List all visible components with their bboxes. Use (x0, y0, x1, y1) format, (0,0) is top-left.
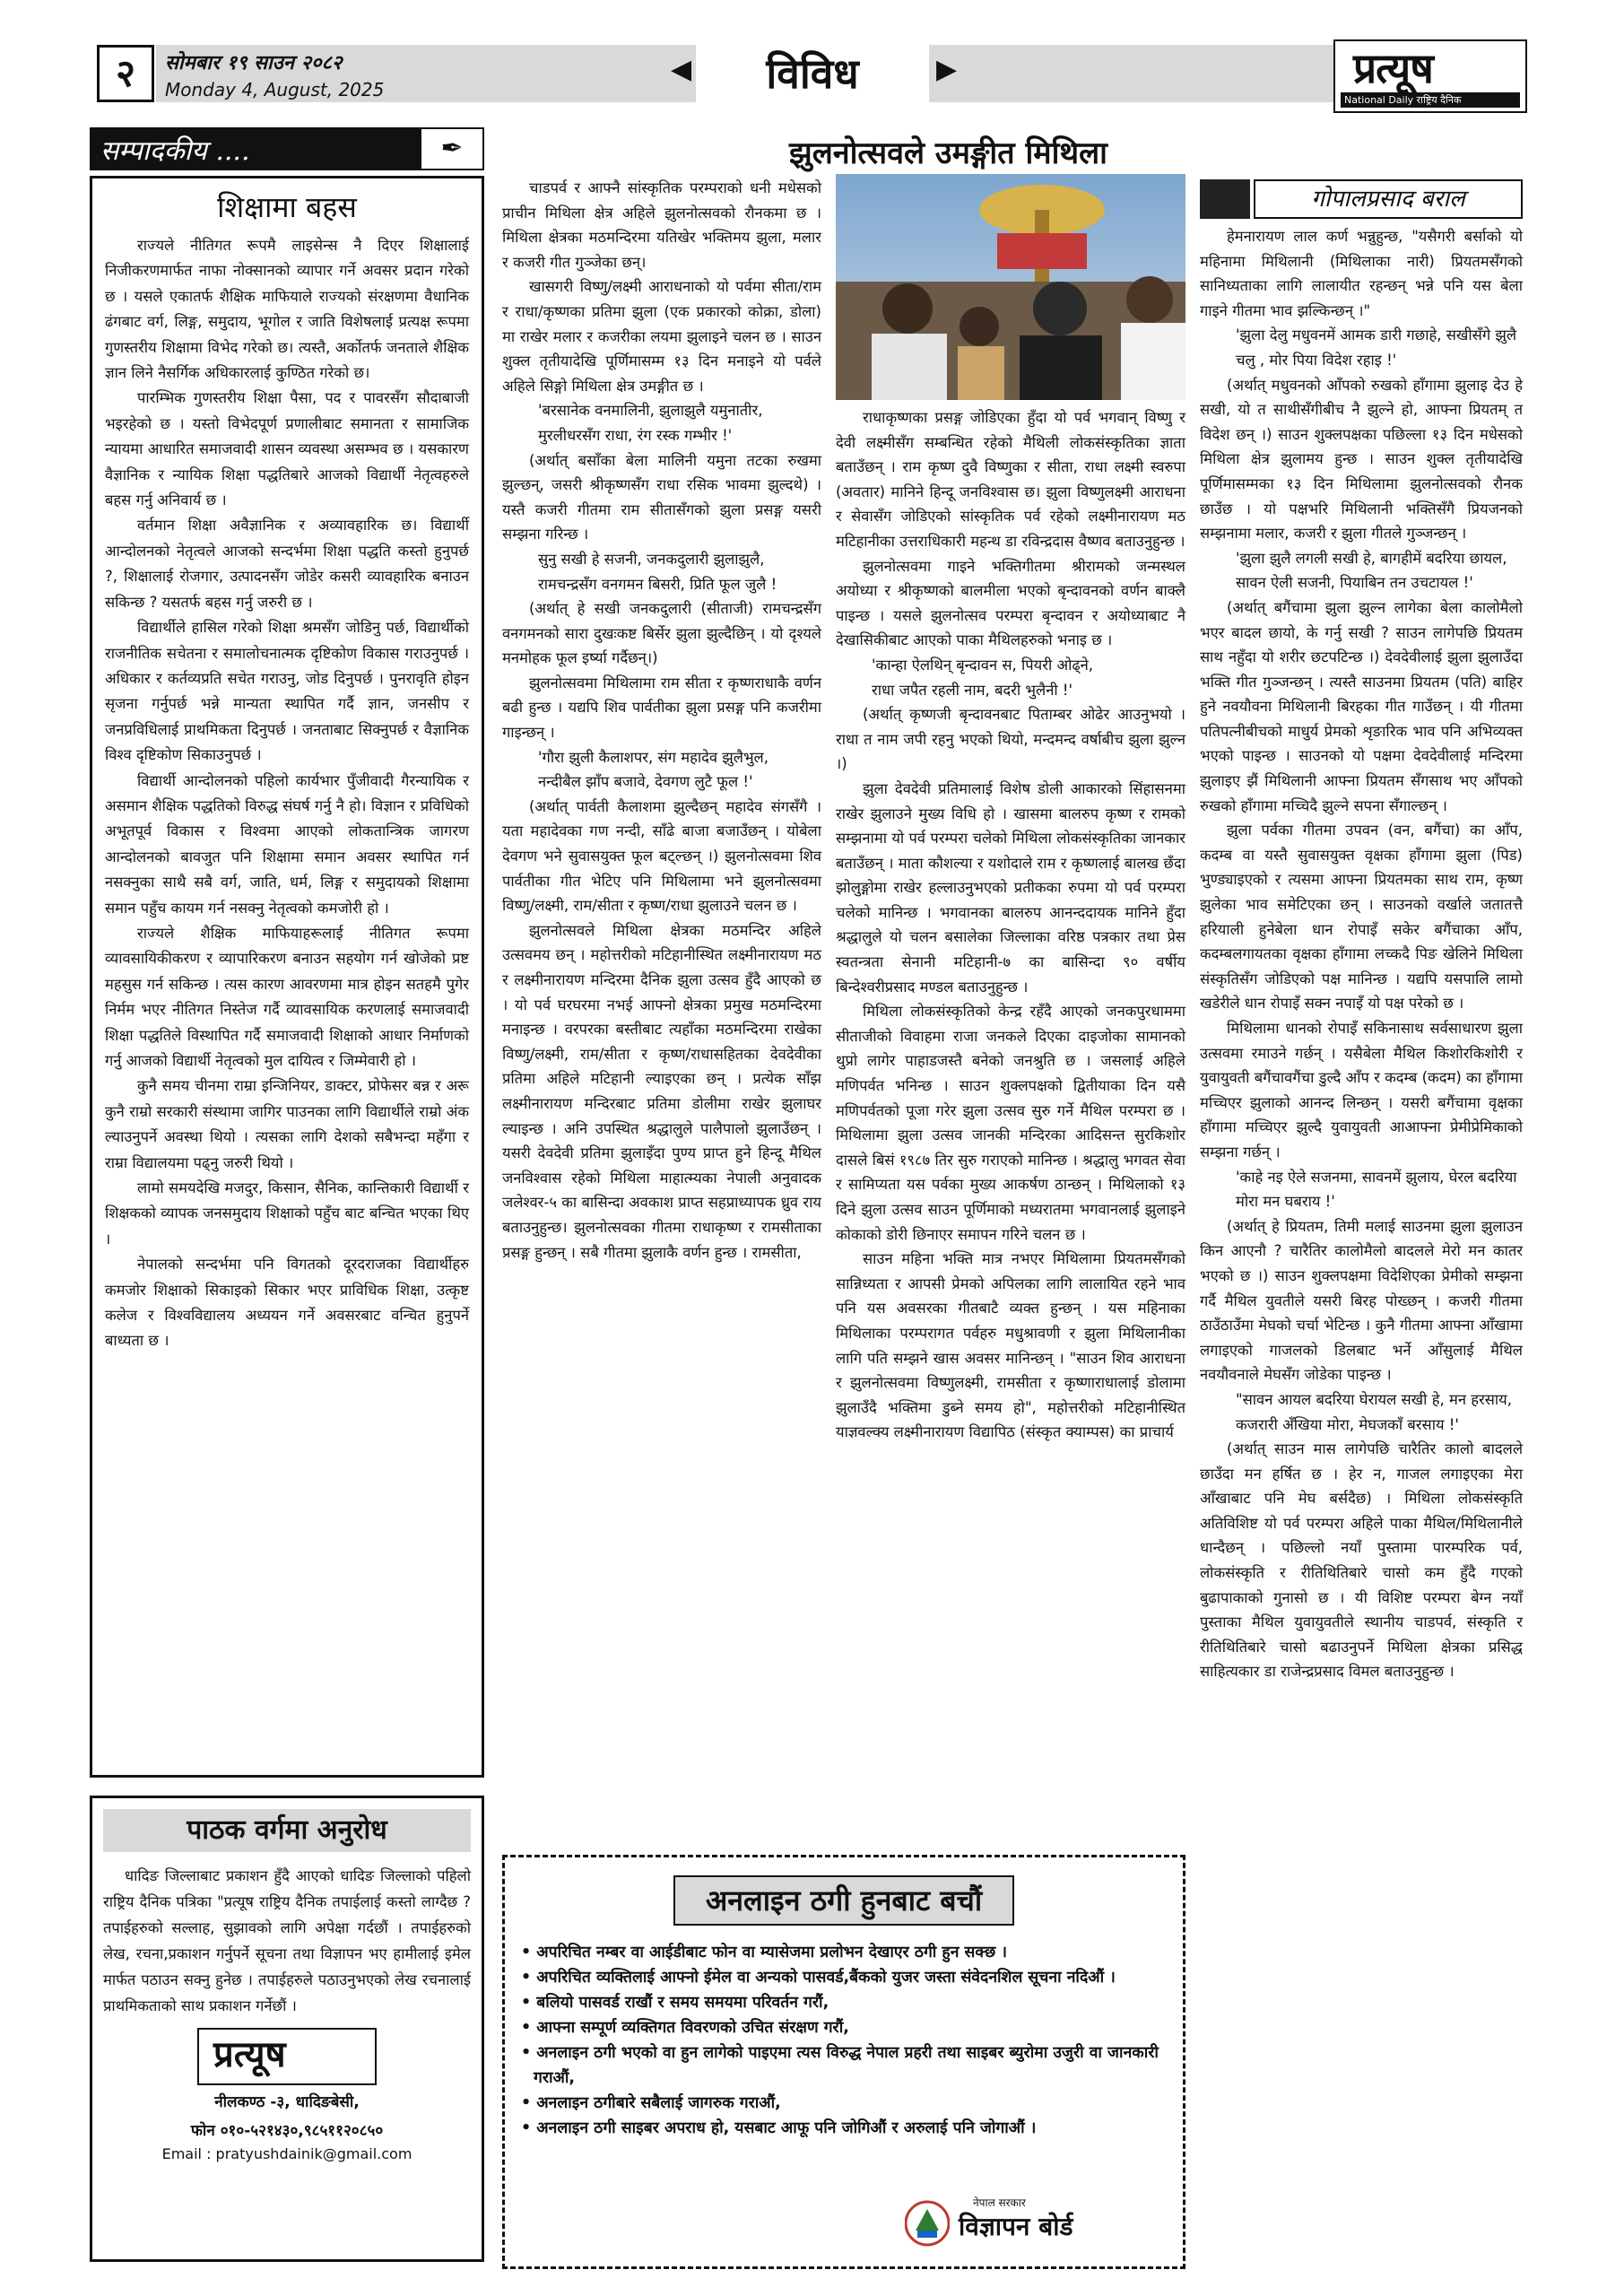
address: नीलकण्ठ -३, धादिङबेसी, (214, 2093, 360, 2111)
page-header (97, 39, 1527, 113)
ad-item: • अपरिचित नम्बर वा आईडीबाट फोन वा म्यासेजमा प्रलोभन देखाएर ठगी हुन सक्छ । (521, 1944, 1008, 1961)
article-paragraph: (अर्थात् कृष्णजी बृन्दावनबाट पिताम्बर ओढेर आउनुभयो । राधा त नाम जपी रहनु भएको थियो, मन्दमन्द वर्षाबीच झुला झुल्न ।) (836, 706, 1185, 773)
verse-line: कजरारी अँखिया मोरा, मेघजकाँ बरसाय !' (1236, 1415, 1459, 1433)
article-paragraph: (अर्थात् मधुवनको आँपको रुखको हाँगामा झुलाइ देउ हे सखी, यो त साथीसँगीबीच नै झुल्ने हो, आफ्ना प्रियतम् त विदेश छन् ।) साउन शुक्लपक्षका पछिल्ला १३ दिन मधेसको मिथिला क्षेत्र झुलामय हुन्छ । साउन शुक्ल तृतीयादेखि पूर्णिमासम्मका १३ दिन मिथिलामा झुलनोत्सवको रौनक छाउँछ । यो पक्षभरि मिथिलानी भक्तिसँगै प्रियजनको सम्झनामा मलार, कजरी र झुला गीतले गुञ्जन्छन् । (1200, 376, 1523, 543)
ad-box (502, 1855, 1185, 2269)
editorial-body (105, 233, 469, 1354)
ad-item: • बलियो पासवर्ड राखौं र समय समयमा परिवर्तन गरौं, (521, 1994, 829, 2012)
section-title: विविध (696, 39, 929, 108)
article-photo (836, 174, 1185, 400)
article-paragraph: राधाकृष्णका प्रसङ्ग जोडिएका हुँदा यो पर्व भगवान् विष्णु र देवी लक्ष्मीसँग सम्बन्धित रहेको मैथिली लोकसंस्कृतिका ज्ञाता बताउँछन् । राम कृष्ण दुवै विष्णुका र सीता, राधा लक्ष्मी स्वरुपा (अवतार) मानिने हिन्दू जनविश्वास छ। झुला विष्णुलक्ष्मी आराधना र सेवासँग जोडिएको सांस्कृतिक पर्व रहेको लक्ष्मीनारायण मठ मटिहानीका उत्तराधिकारी महन्थ डा रविन्द्रदास वैष्णव बताउनुहुन्छ । (836, 409, 1185, 550)
government-label: नेपाल सरकार (973, 2196, 1026, 2209)
reader-request-box (90, 1796, 484, 2262)
phone: फोन ०१०-५२१४३०,९८५११२०८५० (190, 2122, 384, 2140)
ad-item: • अनलाइन ठगी भएको वा हुन लागेको पाइएमा त्यस विरुद्ध नेपाल प्रहरी तथा साइबर ब्युरोमा उजुरी वा जानकारी गराऔं, (521, 2044, 1159, 2087)
page-number: २ (97, 45, 154, 102)
article-paragraph: (अर्थात् हे प्रियतम, तिमी मलाई साउनमा झुला झुलाउन किन आएनौ ? चारैतिर कालोमैलो बादलले मेरो मन कातर भएको छ ।) साउन शुक्लपक्षमा विदेशिएका प्रेमीको सम्झना गर्दै मैथिल युवतीले यसरी बिरह पोख्छन् । कजरी गीतमा ठाउँठाउँमा मेघको चर्चा भेटिन्छ । कुनै गीतमा आफ्ना आँखामा लगाइएको गाजलको डिलबाट भर्ने आँसुलाई मैथिल नवयौवनाले मेघसँग जोडेका पाइन्छ । (1200, 1217, 1523, 1384)
reader-logo (197, 2028, 377, 2085)
article-paragraph: झुलनोत्सवले मिथिला क्षेत्रका मठमन्दिर अहिले उत्सवमय छन् । महोत्तरीको मटिहानीस्थित लक्ष्मीनारायण मठ र लक्ष्मीनारायण मन्दिरमा दैनिक झुला उत्सव हुँदै आएको छ । यो पर्व घरघरमा नभई आफ्नो क्षेत्रका प्रमुख मठमन्दिरमा मनाइन्छ । वरपरका बस्तीबाट त्यहाँका मठमन्दिरमा राखेका विष्णु/लक्ष्मी, राम/सीता र कृष्ण/राधासहितका देवदेवीका प्रतिमा अहिले मटिहानी ल्याइएका छन् । प्रत्येक साँझ लक्ष्मीनारायण मन्दिरबाट प्रतिमा डोलीमा राखेर झुलाघर ल्याइन्छ । अनि उपस्थित श्रद्धालुले पालैपालो झुलाउँछन् । यसरी देवदेवी प्रतिमा झुलाइँदा पुण्य प्राप्त हुने हिन्दू मैथिल जनविश्वास रहेको मिथिला माहात्म्यका नेपाली अनुवादक जलेश्वर-५ का बासिन्दा अवकाश प्राप्त सहप्राध्यापक ध्रुव राय बताउनुहुन्छ। झुलनोत्सवका गीतमा राधाकृष्ण र रामसीताका प्रसङ्ग हुन्छन् । सबै गीतमा झुलाकै वर्णन हुन्छ । रामसीता, (502, 921, 821, 1261)
government-emblem-icon (905, 2198, 950, 2248)
article-column-1 (502, 176, 821, 1265)
editorial-paragraph: राज्यले शैक्षिक माफियाहरूलाई नीतिगत रूपमा व्यावसायिकीकरण र व्यापारिकरण बनाउन सहयोग गर्न खोजेको प्रष्ट महसुस गर्न सकिन्छ । त्यस कारण आवरणमा मात्र होइन सतहमै पुगेर निर्मम भएर नीतिगत निस्तेज गर्दै व्यावसायिक करणलाई समाजवादी शिक्षा पद्धतिले विस्थापित गर्दै समाजवादी शिक्षाको आधार निर्माणको गर्नु आजको विद्यार्थी नेतृत्वको मुल दायित्व र जिम्मेवारी हो । (105, 924, 469, 1069)
triangle-right-icon: ▶ (936, 54, 958, 85)
date-english: Monday 4, August, 2025 (165, 79, 385, 100)
article-paragraph: साउन महिना भक्ति मात्र नभएर मिथिलामा प्रियतमसँगको सान्निध्यता र आपसी प्रेमको अपिलका लागि लालायित रहने भाव पनि यस अवसरका गीतबाटै व्यक्त हुन्छन् । यस महिनाका मिथिलाका परम्परागत पर्वहरु मधुश्रावणी र झुला मिथिलानीका लागि पति सम्झने खास अवसर मानिन्छन् । "साउन शिव आराधना र झुलनोत्सवमा विष्णुलक्ष्मी, रामसीता र कृष्णाराधालाई डोलामा झुलाउँदै भक्तिमा डुब्ने समय हो", महोत्तरीको मटिहानीस्थित याज्ञवल्क्य लक्ष्मीनारायण विद्यापिठ (संस्कृत क्याम्पस) का प्राचार्य (836, 1250, 1185, 1441)
verse-line: 'कान्हा ऐलथिन् बृन्दावन स, पियरी ओढ्ने, (872, 656, 1094, 674)
verse-line: सावन ऐली सजनी, पियाबिन तन उचटायल !' (1236, 574, 1473, 592)
ad-item: • अनलाइन ठगीबारे सबैलाई जागरुक गराऔं, (521, 2094, 781, 2112)
article-column-2 (836, 405, 1185, 1445)
article-title: झुलनोत्सवले उमङ्गीत मिथिला (789, 135, 1107, 171)
verse-line: मुरलीधरसँग राधा, रंग रस्क गम्भीर !' (538, 426, 733, 444)
editorial-label-bar (90, 127, 484, 170)
article-paragraph: हेमनारायण लाल कर्ण भन्नुहुन्छ, "यसैगरी बर्साको यो महिनामा मिथिलानी (मिथिलाका नारी) प्रियतमसँगको सानिध्यताका लागि लालायीत रहन्छन् भन्ने पनि यस बेला गाइने गीतमा भाव झल्किन्छन् ।" (1200, 228, 1523, 319)
article-paragraph: खासगरी विष्णु/लक्ष्मी आराधनाको यो पर्वमा सीता/राम र राधा/कृष्णका प्रतिमा झुला (एक प्रकारको कोक्रा, डोला) मा राखेर मलार र कजरीका लयमा झुलाइने चलन छ । साउन शुक्ल तृतीयादेखि पूर्णिमासम्म १३ दिन मनाइने यो पर्वले अहिले सिङ्गो मिथिला क्षेत्र उमङ्गीत छ । (502, 278, 821, 395)
reader-request-body: धादिङ जिल्लाबाट प्रकाशन हुँदै आएको धादिङ जिल्लाको पहिलो राष्ट्रिय दैनिक पत्रिका "प्रत्यूष राष्ट्रिय दैनिक तपाईलाई कस्तो लाग्दैछ ? तपाईहरुको सल्लाह, सुझावको लागि अपेक्षा गर्दछौं । तपाईहरुको लेख, रचना,प्रकाशन गर्नुपर्ने सूचना तथा विज्ञापन भए हामीलाई इमेल मार्फत पठाउन सक्नु हुनेछ । तपाईहरुले पठाउनुभएको लेख रचनालाई प्राथमिकताको साथ प्रकाशन गर्नेछौं । (103, 1867, 471, 2014)
article-paragraph: झुला पर्वका गीतमा उपवन (वन, बगैंचा) का आँप, कदम्ब वा यस्तै सुवासयुक्त वृक्षका हाँगामा झुला (पिड) भुण्ड्याइएको र त्यसमा आफ्ना प्रियतमका साथ राम, कृष्ण झुलेका भाव समेटिएका छन् । साउनको वर्खाले जतातत्तै हरियाली हुनेबेला धान रोपाइँ सकेर बगैंचाका आँप, कदम्बलगायतका वृक्षका हाँगामा लच्कदै पिङ खेलिने मिथिला संस्कृतिसँग जोडिएको पक्ष मानिन्छ । यद्यपि यसपालि लामो खडेरीले धान रोपाइँ सक्न नपाइँ यो पक्ष परेको छ । (1200, 822, 1523, 1013)
verse-line: "सावन आयल बदरिया घेरायल सखी हे, मन हरसाय, (1236, 1390, 1512, 1408)
reader-logo-text: प्रत्यूष (213, 2033, 286, 2075)
article-paragraph: चाडपर्व र आफ्नै सांस्कृतिक परम्पराको धनी मधेसको प्राचीन मिथिला क्षेत्र अहिले झुलनोत्सवको रौनकमा छ । मिथिला क्षेत्रका मठमन्दिरमा यतिखेर भक्तिमय झुला, मलार र कजरी गीत गुञ्जेका छन्। (502, 179, 821, 271)
article-paragraph: झुलनोत्सवमा मिथिलामा राम सीता र कृष्णराधाकै वर्णन बढी हुन्छ । यद्यपि शिव पार्वतीका झुला प्रसङ्ग पनि कजरीमा गाइन्छन् । (502, 674, 821, 742)
article-paragraph: झुला देवदेवी प्रतिमालाई विशेष डोली आकारको सिंहासनमा राखेर झुलाउने मुख्य विधि हो । खासमा बालरुप कृष्ण र रामको सम्झनामा यो पर्व परम्परा चलेको मिथिला लोकसंस्कृतिका जानकार बताउँछन् । माता कौशल्या र यशोदाले राम र कृष्णलाई बालख छँदा झोलुङ्गोमा राखेर हल्लाउनुभएको प्रतीकका रुपमा यो पर्व परम्परा चलेको मानिन्छ । भगवानका बालरुप आनन्ददायक मानिने हुँदा श्रद्धालुले यो चलन बसालेका जिल्लाका वरिष्ठ पत्रकार तथा प्रेस स्वतन्त्रता सेनानी मटिहानी-७ का बासिन्दा ९० वर्षीय बिन्देश्वरीप्रसाद मण्डल बताउनुहुन्छ । (836, 779, 1185, 996)
ad-item: • अपरिचित व्यक्तिलाई आफ्नो ईमेल वा अन्यको पासवर्ड,बैंकको युजर जस्ता संवेदनशिल सूचना नदिऔं । (521, 1969, 1116, 1987)
article-paragraph: (अर्थात् बगैंचामा झुला झुल्न लागेका बेला कालोमैलो भएर बादल छायो, के गर्नु सखी ? साउन लागेपछि प्रियतम साथ नहुँदा यो शरीर छटपटिन्छ ।) देवदेवीलाई झुला झुलाउँदा भक्ति गीत गुञ्जन्छन् । त्यस्तै साउनमा प्रियतम (पति) बाहिर हुने नवयौवना मिथिलानी बिरहका गीत गाउँछन् । यी गीतमा पतिपत्नीबीचको माधुर्य प्रेमको शृङारिक भाव पनि अभिव्यक्त भएको पाइन्छ । साउनको यो पक्षमा देवदेवीलाई मन्दिरमा झुलाइए झैं मिथिलानी आफ्ना प्रियतम सँगसाथ भए आँपको रुखको हाँगामा मच्चिदै झुल्ने सपना सँगाल्छन् । (1200, 598, 1523, 814)
editorial-paragraph: पारम्भिक गुणस्तरीय शिक्षा पैसा, पद र पावरसँग सौदाबाजी भइरहेको छ । यस्तो विभेदपूर्ण प्रणालीबाट समानता र सामाजिक न्यायमा आधारित समाजवादी शासन व्यवस्था असम्भव छ । यसकारण वैज्ञानिक र न्यायिक शिक्षा पद्धतिबारे आजको विद्यार्थी नेतृत्वहरुले बहस गर्नु अनिवार्य छ । (105, 389, 469, 509)
email-link[interactable]: Email : pratyushdainik@gmail.com (161, 2145, 413, 2162)
ad-footer (905, 2195, 1156, 2254)
article-paragraph: मिथिलामा धानको रोपाइँ सकिनासाथ सर्वसाधारण झुला उत्सवमा रमाउने गर्छन् । यसैबेला मैथिल किशोरकिशोरी र युवायुवती बगैंचावगैंचा डुल्दै आँप र कदम्ब (कदम) का हाँगामा मच्चिएर झुलाको आनन्द लिन्छन् । यसरी बगैंचामा वृक्षका हाँगामा मच्चिएर झुल्दै युवायुवती आआफ्ना प्रेमीप्रेमिकाको सम्झना गर्छन् । (1200, 1020, 1523, 1161)
verse-line: 'बरसानेक वनमालिनी, झुलाझुलै यमुनातीर, (538, 402, 763, 420)
date-nepali: सोमबार १९ साउन २०८२ (165, 52, 343, 74)
editorial-paragraph: वर्तमान शिक्षा अवैज्ञानिक र अव्यावहारिक छ। विद्यार्थी आन्दोलनको नेतृत्वले आजको सन्दर्भमा शिक्षा पद्धति कस्तो हुनुपर्छ ?, शिक्षालाई रोजगार, उत्पादनसँग जोडेर कसरी व्यावहारिक बनाउन सकिन्छ ? यसतर्फ बहस गर्नु जरुरी छ । (105, 517, 469, 611)
article-paragraph: (अर्थात् बसाँका बेला मालिनी यमुना तटका रुखमा झुल्छन्, जसरी श्रीकृष्णसँग राधा रसिक भावमा झुल्दथे) । यस्तै कजरी गीतमा राम सीतासँगको झुला प्रसङ्ग यसरी सम्झना गरिन्छ । (502, 451, 821, 544)
verse-line: 'झुला देलु मधुवनमें आमक डारी गछाहे, सखीसँगे झुलै चलु , मोर पिया विदेश रहाइ !' (1236, 326, 1517, 369)
editorial-paragraph: लामो समयदेखि मजदुर, किसान, सैनिक, कान्तिकारी विद्यार्थी र शिक्षकको व्यापक जनसमुदाय शिक्षाको पहुँच बाट बन्चित भएका थिए । (105, 1179, 469, 1248)
logo-subtitle: National Daily राष्ट्रिय दैनिक (1341, 92, 1520, 108)
editorial-title: शिक्षामा बहस (217, 190, 357, 224)
ad-item: • आफ्ना सम्पूर्ण व्यक्तिगत विवरणको उचित संरक्षण गरौं, (521, 2019, 849, 2037)
editorial-box (90, 176, 484, 1778)
pen-icon: ✒ (420, 127, 484, 170)
ad-title: अनलाइन ठगी हुनबाट बचौं (673, 1875, 1014, 1926)
triangle-left-icon: ◀ (671, 54, 692, 85)
editorial-paragraph: राज्यले नीतिगत रूपमै लाइसेन्स नै दिएर शिक्षालाई निजीकरणमार्फत नाफा नोक्सानको व्यापार गर्ने अवसर प्रदान गरेको छ । यसले एकातर्फ शैक्षिक माफियाले राज्यको संरक्षणमा वैधानिक ढंगबाट वर्ग, लिङ्ग, समुदाय, भूगोल र जाति विशेषलाई प्रत्यक्ष रूपमा गुणस्तरीय शिक्षामा विभेद गरेको छ। त्यस्तै, अर्कोतर्फ जनताले शैक्षिक ज्ञान लिने नैसर्गिक अधिकारलाई कुण्ठित गरेको छ। (105, 237, 469, 382)
reader-request-title: पाठक वर्गमा अनुरोध (103, 1809, 471, 1852)
article-paragraph: मिथिला लोकसंस्कृतिको केन्द्र रहँदै आएको जनकपुरधाममा सीताजीको विवाहमा राजा जनकले दिएका दाइजोका सामानको थुप्रो लागेर पाहाडजस्तै बनेको जनश्रुति छ । जसलाई अहिले मणिपर्वत भनिन्छ । साउन शुक्लपक्षको द्वितीयाका दिन यसै मणिपर्वतको पूजा गरेर झुला उत्सव सुरु गर्ने मैथिल परम्परा छ । मिथिलामा झुला उत्सव जानकी मन्दिरका आदिसन्त सुरकिशोर दासले बिसं १९८७ तिर सुरु गराएको मानिन्छ । श्रद्धालु भगवत सेवा र सामिप्यता यस पर्वका मुख्य आकर्षण ठान्छन् । मिथिलाको १३ दिने झुला उत्सव साउन पूर्णिमाको मध्यरातमा भगवानलाई झुलाइने कोकाको डोरी छिनाएर समापन गरिने चलन छ । (836, 1003, 1185, 1243)
editorial-paragraph: विद्यार्थी आन्दोलनको पहिलो कार्यभार पुँजीवादी गैरन्यायिक र असमान शैक्षिक पद्धतिको विरुद्ध संघर्ष गर्नु नै हो। विज्ञान र प्रविधिको अभूतपूर्व विकास र विश्वमा आएको लोकतान्त्रिक जागरण आन्दोलनको बावजुत पनि शिक्षामा समान अवसर स्थापित गर्न नसक्नुका साथै सबै वर्ग, जाति, धर्म, लिङ्ग र समुदायको शिक्षामा समान पहुँच कायम गर्न नसक्नु नेतृत्वको कमजोरी हो । (105, 771, 469, 917)
editorial-paragraph: नेपालको सन्दर्भमा पनि विगतको दूरदराजका विद्यार्थीहरु कमजोर शिक्षाको सिकाइको सिकार भएर प्राविधिक शिक्षा, उत्कृष्ट कलेज र विश्वविद्यालय अध्ययन गर्ने अवसरबाट वन्चित हुनुपर्ने बाध्यता छ । (105, 1256, 469, 1350)
editorial-paragraph: कुनै समय चीनमा राम्रा इन्जिनियर, डाक्टर, प्रोफेसर बन्न र अरू कुनै राम्रो सरकारी संस्थामा जागिर पाउनका लागि विद्यार्थीले राम्रो अंक ल्याउनुपर्ने अवस्था थियो । त्यसका लागि देशको सबैभन्दा महँगा र राम्रा विद्यालयमा पढ्नु जरुरी थियो । (105, 1077, 469, 1171)
editorial-paragraph: विद्यार्थीले हासिल गरेको शिक्षा श्रमसँग जोडिनु पर्छ, विद्यार्थीको राजनीतिक सचेतना र समालोचनात्मक दृष्टिकोण विकास गराउनुपर्छ । अधिकार र कर्तव्यप्रति सचेत गराउनु, जोड दिनुपर्छ । पुनरावृति होइन सृजना गर्नुपर्छ भन्ने मान्यता स्थापित गर्दै ज्ञान, जनसीप र जनप्रविधिलाई प्राथमिकता दिनुपर्छ । जनताबाट सिक्नुपर्छ र वैज्ञानिक विश्व दृष्टिकोण सिकाउनुपर्छ । (105, 619, 469, 764)
verse-line: 'काहे नइ ऐले सजनमा, सावनमें झुलाय, घेरल बदरिया मोरा मन घबराय !' (1236, 1168, 1517, 1211)
verse-line: 'झुला झुलै लगली सखी हे, बागहीमें बदरिया छायल, (1236, 549, 1507, 567)
verse-line: 'गौरा झुली कैलाशपर, संग महादेव झुलैभुल, (538, 748, 769, 766)
author-name: गोपालप्रसाद बराल (1254, 179, 1523, 219)
festival-photo-image (836, 174, 1185, 400)
advertising-board: विज्ञापन बोर्ड (959, 2212, 1073, 2241)
verse-line: राधा जपैत रहली नाम, बदरी भुलैनी !' (872, 681, 1073, 699)
article-paragraph: (अर्थात् हे सखी जनकदुलारी (सीताजी) रामचन्द्रसँग वनगमनको सारा दुखःकष्ट बिर्सेर झुला झुल्दैछिन् । यो दृश्यले मनमोहक फूल इर्ष्या गर्दैछन्।) (502, 600, 821, 667)
verse-line: नन्दीबैल झाँप बजावे, देवगण लुटै फूल !' (538, 773, 753, 791)
masthead-logo (1333, 39, 1527, 113)
logo-text: प्रत्यूष (1353, 44, 1433, 92)
ad-item: • अनलाइन ठगी साइबर अपराध हो, यसबाट आफू पनि जोगिऔं र अरुलाई पनि जोगाऔं । (521, 2119, 1037, 2137)
editorial-label: सम्पादकीय .... (100, 135, 250, 167)
verse-line: रामचन्द्रसँग वनगमन बिसरी, प्रिति फूल जुलै ! (538, 575, 777, 593)
article-paragraph: (अर्थात् पार्वती कैलाशमा झुल्दैछन् महादेव संगसँगै । यता महादेवका गण नन्दी, साँढे बाजा बजाउँछन् । योबेला देवगण भने सुवासयुक्त फूल बट्ल्छन् ।) झुलनोत्सवमा शिव पार्वतीका गीत भेटिए पनि मिथिलामा भने झुलनोत्सवमा विष्णु/लक्ष्मी, राम/सीता र कृष्ण/राधा झुलाउने चलन छ । (502, 797, 821, 915)
ad-list (521, 1940, 1167, 2141)
author-avatar (1200, 179, 1250, 219)
verse-line: सुनु सखी हे सजनी, जनकदुलारी झुलाझुलै, (538, 550, 765, 568)
author-byline (1200, 179, 1523, 219)
article-column-3 (1200, 224, 1523, 1684)
article-paragraph: (अर्थात् साउन मास लागेपछि चारैतिर कालो बादलले छाउँदा मन हर्षित छ । हेर न, गाजल लगाइएका मेरा आँखाबाट पनि मेघ बर्सदैछ) । मिथिला लोकसंस्कृति अतिविशिष्ट यो पर्व परम्परा अहिले पाका मैथिल/मिथिलानीले धान्दैछन् । पछिल्लो नयाँ पुस्तामा पारम्परिक पर्व, लोकसंस्कृति र रीतिथितिबारे चासो कम हुँदै गएको बुढापाकाको गुनासो छ । यी विशिष्ट परम्परा बेग्न नयाँ पुस्ताका मैथिल युवायुवतीले स्थानीय चाडपर्व, संस्कृति र रीतिथितिबारे चासो बढाउनुपर्ने मिथिला क्षेत्रका प्रसिद्ध साहित्यकार डा राजेन्द्रप्रसाद विमल बताउनुहुन्छ । (1200, 1440, 1523, 1681)
article-paragraph: झुलनोत्सवमा गाइने भक्तिगीतमा श्रीरामको जन्मस्थल अयोध्या र श्रीकृष्णको बालमीला भएको बृन्दावनको वर्णन बाक्लै पाइन्छ । यसले झुलनोत्सव परम्परा बृन्दावन र अयोध्याबाट नै देखासिकीबाट आएको पाका मैथिलहरुको भनाइ छ । (836, 557, 1185, 649)
